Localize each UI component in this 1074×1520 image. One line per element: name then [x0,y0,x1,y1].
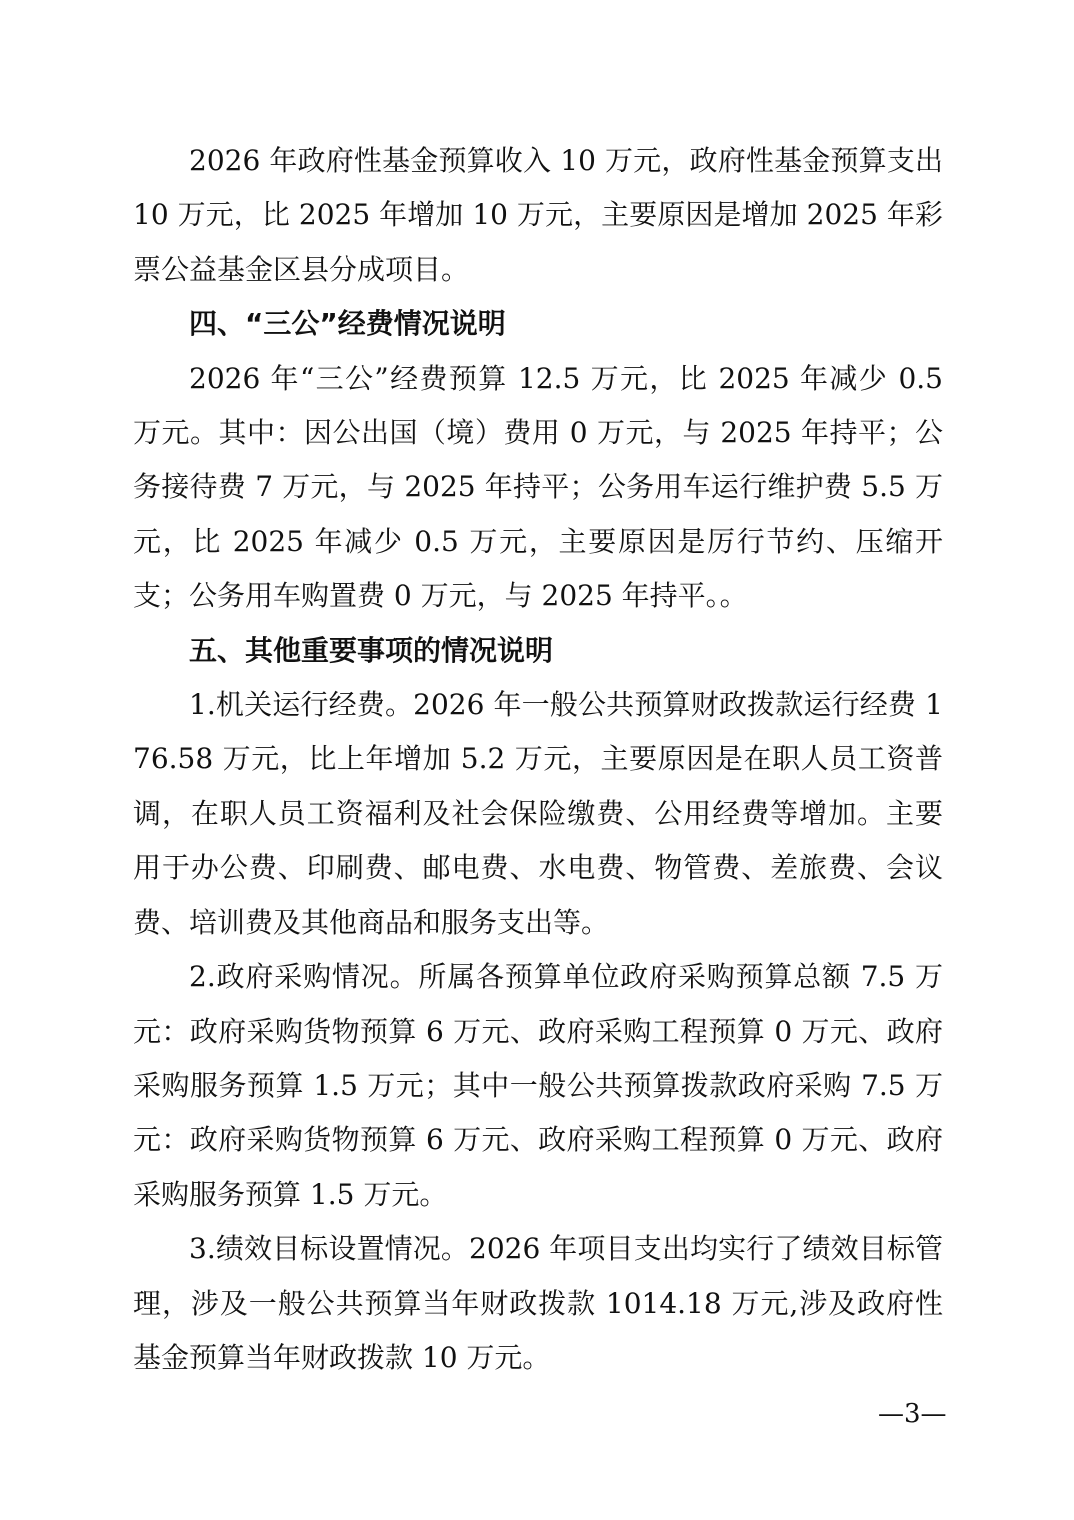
paragraph-performance-targets: 3.绩效目标设置情况。2026 年项目支出均实行了绩效目标管理，涉及一般公共预算当年财政拨款 1014.18 万元,涉及政府性基金预算当年财政拨款 10 万元。 [133,1232,943,1374]
paragraph-three-public-expenses: 2026 年“三公”经费预算 12.5 万元，比 2025 年减少 0.5 万元。其中：因公出国（境）费用 0 万元，与 2025 年持平；公务接待费 7 万元，与 2025 年持平；公务用车运行维护费 5.5 万元，比 2025 年减少 0.5 万元，主要原因是厉行节约、压缩开支；公务用车购置费 0 万元，与 2025 年持平。。 [133,361,943,613]
paragraph-government-procurement: 2.政府采购情况。所属各预算单位政府采购预算总额 7.5 万元：政府采购货物预算 6 万元、政府采购工程预算 0 万元、政府采购服务预算 1.5 万元；其中一般公共预算拨款政府采购 7.5 万元：政府采购货物预算 6 万元、政府采购工程预算 0 万元、政府采购服务预算 1.5 万元。 [133,960,943,1211]
document-body [133,134,943,1385]
paragraph-operating-expenses: 1.机关运行经费。2026 年一般公共预算财政拨款运行经费 176.58 万元，比上年增加 5.2 万元，主要原因是在职人员工资普调，在职人员工资福利及社会保险缴费、公用经费等增加。主要用于办公费、印刷费、邮电费、水电费、物管费、差旅费、会议费、培训费及其他商品和服务支出等。 [133,688,943,939]
page-number: —3— [878,1399,947,1429]
section-heading-three-public-expenses: 四、“三公”经费情况说明 [189,307,506,341]
section-heading-other-matters: 五、其他重要事项的情况说明 [189,633,554,667]
paragraph-fund-budget: 2026 年政府性基金预算收入 10 万元，政府性基金预算支出 10 万元，比 2025 年增加 10 万元，主要原因是增加 2025 年彩票公益基金区县分成项目。 [133,144,943,286]
